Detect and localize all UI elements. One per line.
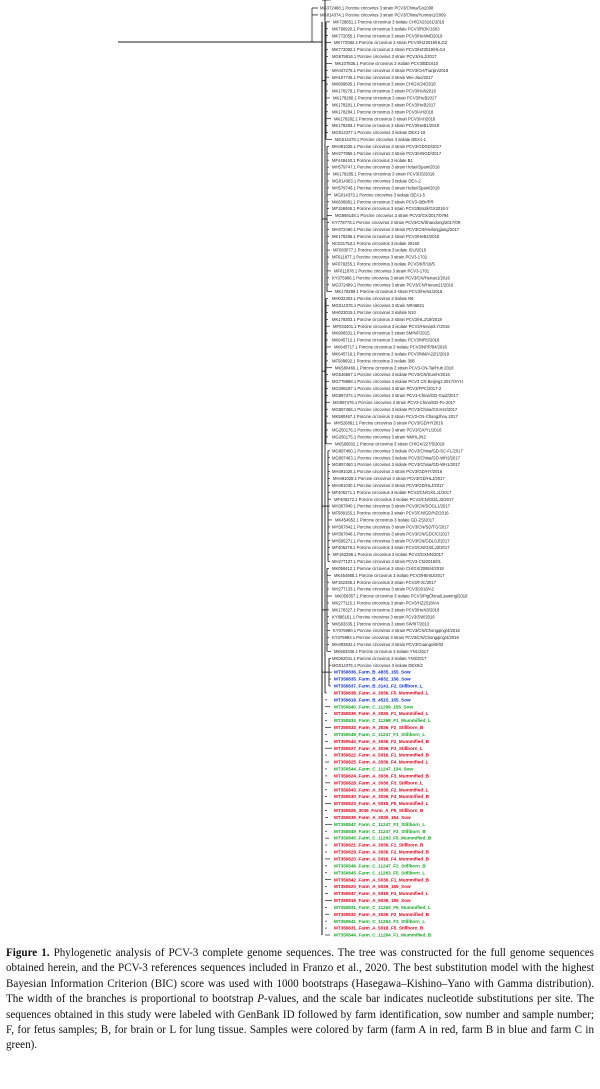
reference-sequence-label: MH367846.1 Porcine circovirus 3 strain PCV3/CN/GDC/C/2017 bbox=[332, 531, 450, 537]
reference-sequence-label: MH491030.1 Porcine circovirus 3 strain PCV3/GD/HLJ/2017 bbox=[332, 482, 444, 488]
reference-sequence-label: MK178286.1 Porcine circovirus 3 strain PCV3/HeB2/2018 bbox=[332, 233, 440, 239]
study-sequence-label: MT350836_Farm_B_4835_155_Sow bbox=[334, 669, 411, 675]
reference-sequence-label: MK772082.1 Porcine circovirus 3 strain PCV3/HZ2019/HLG4 bbox=[332, 47, 446, 53]
reference-sequence-label: MK454952.1 Porcine circovirus 3 isolate GD-ZS/2017 bbox=[335, 517, 435, 523]
caption-text-part2: -values, and the scale bar indicates nucleotide substitutions per site. The sequences obtained in this study were labeled with GenBank ID followed by farm identification, sow number and sample number; F, for fetus samples; B, for brain or L for lung tissue. Samples were colored by farm (farm A in red, farm B in blue and farm C in green). bbox=[6, 993, 595, 1052]
reference-sequence-label: MK178280.1 Porcine circovirus 3 strain PCV3/HeB2017 bbox=[333, 95, 437, 101]
study-sequence-label: MT350821_Farm_A_3036_F1_Stillborn_B bbox=[334, 842, 424, 848]
reference-sequence-label: MH526881.1 Porcine circovirus 3 strain PCV3/GD/HY2016 bbox=[334, 420, 443, 426]
study-sequence-label: MT350822_Farm_A_5016_F1_Mummified_B bbox=[334, 752, 429, 758]
study-sequence-label: MT350849_Farm_C_11247_F3_Stillborn_B bbox=[334, 828, 426, 834]
study-sequence-label: MT350824_Farm_A_3036_F3_Mummified_B bbox=[334, 773, 429, 779]
study-sequence-label: MT350847_Farm_A_5018_F4_Mummified_L bbox=[334, 891, 429, 897]
study-sequence-label: MT350548_Farm_C_11247_F1_Stillborn_L bbox=[334, 731, 426, 737]
reference-sequence-label: MG897474.1 Porcine circovirus 3 strain PCV3-China/GD-GuiZ/2017 bbox=[332, 393, 459, 399]
reference-sequence-label: MK645712.1 Porcine circovirus 3 isolate PCV3/NRS/2018 bbox=[332, 337, 440, 343]
reference-sequence-label: MH491028.1 Porcine circovirus 3 strain PCV3/GD/HLJ/2017 bbox=[333, 476, 445, 482]
study-sequence-label: MT350827_Farm_A_3036_F3_Stillborn_L bbox=[334, 745, 423, 751]
reference-sequence-label: MK772082.1 Porcine circovirus 3 strain PCV3/HZ2019/HLG2 bbox=[334, 40, 448, 46]
study-sequence-label: MT350837_Farm_B_3141_F2_Stillborn_L bbox=[334, 683, 423, 689]
reference-sequence-label: KY778776.1 Porcine circovirus 3 strain PCV3/CN/Shandong/2017/09 bbox=[332, 220, 461, 226]
study-sequence-label: MT350841_Farm_C_11263_F3_Stillborn_L bbox=[334, 918, 426, 924]
study-sequence-label: MT350847_Farm_C_11247_F3_Stillborn_L bbox=[334, 821, 426, 827]
reference-sequence-label: MG778888.1 Porcine circovirus 3 isolate PCV3 CN Beijing2 2017/SYH bbox=[332, 379, 463, 385]
study-sequence-label: MT350825_Farm_A_3036_F4_Mummified_L bbox=[334, 759, 429, 765]
reference-sequence-label: MH107746.1 Porcine circovirus 3 strain Wei-Jiao/2017 bbox=[332, 74, 433, 80]
reference-sequence-label: MF611877.1 Porcine circovirus 3 strain PCV3-1702 bbox=[332, 254, 428, 260]
tree-branches bbox=[118, 0, 332, 935]
reference-sequence-label: KY075993.1 Porcine circovirus 3 strain PCV3/CN/Chongqing/4/2016 bbox=[332, 635, 459, 641]
reference-sequence-label: MK178282.1 Porcine circovirus 3 strain PCV3/AH2018 bbox=[334, 116, 436, 122]
reference-sequence-label: MF162396.1 Porcine circovirus 3 isolate PCV3/GXNN/2017 bbox=[333, 552, 444, 558]
reference-sequence-label: MG897476.1 Porcine circovirus 3 strain PCV3-China/GD-Fo-2017 bbox=[333, 399, 456, 405]
reference-sequence-label: MG014374.1 Porcine circovirus 3 strain PCV3/China/Yunnan1/2009 bbox=[320, 12, 446, 18]
study-sequence-label: MT350842_Farm_A_5036_F1_Mummified_B bbox=[334, 877, 429, 883]
reference-sequence-label: MH277127.1 Porcine circovirus 3 strain PCV3-CN/2016/01 bbox=[332, 559, 441, 565]
reference-sequence-label: MF405272.1 Porcine circovirus 3 isolate PCV3/CN/GD/LJ2/2017 bbox=[334, 496, 454, 502]
reference-sequence-label: MK580502.1 Porcine circovirus 3 strain CH/GX/227/5/2018 bbox=[335, 441, 445, 447]
reference-sequence-label: MK645716.1 Porcine circovirus 3 isolate PCV3/NM/A22/1/2019 bbox=[332, 351, 450, 357]
study-sequence-label: MT350831_Farm_A_5018_F5_Stillborn_B bbox=[334, 925, 424, 931]
reference-sequence-label: NC031753.1 Porcine circovirus 3 isolate 29160 bbox=[332, 240, 420, 246]
reference-sequence-label: MK908331.1 Porcine circovirus 3 strain SM/NF/2015 bbox=[332, 330, 430, 336]
reference-sequence-label: MH367840.1 Porcine circovirus 3 strain PCV3/CN/SOGL1/2017 bbox=[332, 503, 451, 509]
reference-sequence-label: MG298197.1 Porcine circovirus 3 strain PCV3/FPC/2017-2 bbox=[332, 386, 442, 392]
caption-text-part1: Phylogenetic analysis of PCV-3 complete genome sequences. The tree was constructed for the full genome sequences obtained herein, and the PCV-3 references sequences included in Franzo et al., 2020. The best substitution model with the highest Bayesian Information Criterion (BIC) score was used with 1000 bootstraps (Hasegawa–Kishino–Yano with Gamma distribution). The width of the branches is proportional to bootstrap bbox=[6, 947, 594, 1006]
reference-sequence-label: MF611878.1 Porcine circovirus 3 strain PCV3-1701 bbox=[334, 268, 430, 274]
reference-sequence-label: MK772055.1 Porcine circovirus 3 strain PCV3/HeNMD2019 bbox=[332, 33, 443, 39]
reference-sequence-label: MK178285.1 Porcine circovirus 3 strain PCV3/JS/2018 bbox=[333, 171, 435, 177]
reference-sequence-label: MH491026.1 Porcine circovirus 3 strain PCV3/GD/HY/2016 bbox=[332, 469, 443, 475]
reference-sequence-label: MK178327.1 Porcine circovirus 3 strain PCV3/HeN3/2018 bbox=[332, 607, 440, 613]
reference-sequence-label: MG014373.1 Porcine circovirus 3 isolate DEA1-5 bbox=[334, 192, 426, 198]
reference-sequence-label: MH579747.1 Porcine circovirus 3 strain Hebei/Spain/2018 bbox=[332, 164, 440, 170]
reference-sequence-label: MG014377.1 Porcine circovirus 3 isolate DEX1-18 bbox=[332, 130, 426, 136]
reference-sequence-label: MF162395.1 Porcine circovirus 3 strain PCV3/FJC/2017 bbox=[332, 579, 437, 585]
reference-sequence-label: KY075986.1 Porcine circovirus 3 strain PCV3/CN/Henan1/2016 bbox=[332, 275, 450, 281]
study-sequence-label: MT350833_Farm_A_3036_F2_Stillborn_B bbox=[334, 725, 424, 731]
reference-sequence-label: MK178289.1 Porcine circovirus 3 strain PCV3/HeN1/2018 bbox=[335, 289, 443, 295]
study-sequence-label: MT350838_Farm_A_3036_F5_Mummified_L bbox=[334, 690, 429, 696]
reference-sequence-label: MG897463.1 Porcine circovirus 3 isolate PCV3/China/GD-WH2/2017 bbox=[332, 455, 461, 461]
reference-sequence-label: MK062041.1 Porcine circovirus 3 isolate YN3/2017 bbox=[332, 655, 427, 661]
reference-sequence-label: MH277133.1 Porcine circovirus 3 strain PCV3/2016/A2 bbox=[332, 586, 434, 592]
study-sequence-label: MT350546_Farm_C_11247_F2_Stillborn_B bbox=[334, 863, 426, 869]
study-sequence-label: MT350819_Farm_A_5036_155_Sow bbox=[334, 898, 411, 904]
reference-sequence-label: MK178303.1 Porcine circovirus 3 strain PCV3/HLJ/19/2018 bbox=[332, 316, 442, 322]
reference-sequence-label: MF405271.1 Porcine circovirus 3 isolate PCV3/CN/GX/LJ1/2017 bbox=[332, 489, 452, 495]
reference-sequence-label: KY896161.1 Porcine circovirus 3 strain PCV3/SW/2016 bbox=[332, 614, 435, 620]
reference-sequence-label: MK645717.1 Porcine circovirus 3 isolate PCV3/NPP/64/2018 bbox=[334, 344, 447, 350]
reference-sequence-label: MK809605.1 Porcine circovirus 3 strain CH/GX/24/2018 bbox=[332, 81, 436, 87]
study-sequence-label: MT350828_Farm_A_3036_F3_Stillborn_L bbox=[334, 780, 423, 786]
study-sequence-label: MT350839_Farm_A_3036_F1_Mummified_L bbox=[334, 711, 429, 717]
reference-sequence-label: MH493832.1 Porcine circovirus 3 strain PCV3/Guangxi/8/02 bbox=[332, 642, 444, 648]
reference-sequence-label: MK608981.1 Porcine circovirus 3 strain PCV3-StBr/PR bbox=[332, 199, 434, 205]
reference-sequence-label: MK277115.1 Porcine circovirus 3 strain PCV3/HZ2018/A4 bbox=[332, 600, 439, 606]
reference-sequence-label: MK580466.1 Porcine circovirus 3 strain PCV3-CN-Tai/Hub 2018 bbox=[335, 365, 454, 371]
reference-sequence-label: MH277856.1 Porcine circovirus 3 strain PCV3/HNGD/2017 bbox=[332, 150, 442, 156]
study-sequence-label: MT350820_Farm_A_5036_155_Sow bbox=[334, 884, 411, 890]
reference-sequence-label: MG372488.1 Porcine circovirus 3 strain PCV3/China/Gx2008 bbox=[320, 5, 434, 11]
study-sequence-label: MT350835_Farm_B_4832_156_Sow bbox=[334, 676, 411, 682]
reference-sequence-label: MK454955.1 Porcine circovirus 3 isolate PCV3/HB-BJ/2017 bbox=[334, 572, 445, 578]
study-sequence-label: MT350831_Farm_C_11263_F5_Mummified_L bbox=[334, 904, 431, 910]
reference-sequence-label: MH579746.1 Porcine circovirus 3 strain Hebei/Spain/2018 bbox=[332, 185, 440, 191]
study-sequence-label: MT350830_Farm_A_3036_F4_Mummified_B bbox=[334, 794, 429, 800]
study-sequence-label: MT350844_Farm_C_11264_F1_Mummified_B bbox=[334, 932, 432, 938]
reference-sequence-label: MK796920.1 Porcine circovirus 3 isolate PCV3/ROK/1603 bbox=[332, 26, 440, 32]
study-sequence-label: MT350818_Farm_B_4515_155_Sow bbox=[334, 697, 411, 703]
study-sequence-label: MT350829_Farm_A_3036_F2_Mummified_B bbox=[334, 849, 429, 855]
reference-sequence-label: MK583336.1 Porcine circovirus 3 isolate YN1/2017 bbox=[334, 648, 429, 654]
study-sequence-label: MT350544_Farm_C_11247_134_Sow bbox=[334, 766, 413, 772]
reference-sequence-label: MG897460.1 Porcine circovirus 3 isolate PCV3/China/GD-SC-FL/2017 bbox=[332, 448, 463, 454]
reference-sequence-label: MG014378.1 Porcine circovirus 3 isolate DEX1-1 bbox=[335, 137, 427, 143]
reference-sequence-label: MK583335.1 Porcine circovirus 3 strain SW/87/2013 bbox=[332, 621, 430, 627]
reference-sequence-label: MG014376.1 Porcine circovirus 3 strain NR46821 bbox=[332, 303, 425, 309]
caption-italic-p: P bbox=[257, 993, 265, 1006]
figure-label: Figure 1. bbox=[6, 947, 50, 959]
study-sequence-label: MT350840_Farm_C_11299_155_Sow bbox=[334, 704, 413, 710]
reference-sequence-label: MF083077.1 Porcine circovirus 3 isolate ISU/2016 bbox=[333, 247, 427, 253]
reference-sequence-label: MK058357.1 Porcine circovirus 3 isolate PCV3/PigChina/Liaoning/2018 bbox=[335, 593, 468, 599]
study-sequence-label: MT350826_3036_Farm_A_F5_Stillborn_B bbox=[334, 808, 424, 814]
reference-sequence-label: MK178281.1 Porcine circovirus 3 strain PCV3/HeB2017 bbox=[332, 102, 436, 108]
reference-sequence-label: MF033401.1 Porcine circovirus 3 isolate PCV3/Henan/LY/2016 bbox=[333, 323, 450, 329]
study-sequence-label: MT350845_Farm_C_11263_F5_Stillborn_L bbox=[334, 870, 426, 876]
reference-sequence-label: MK058412.1 Porcine circovirus 3 strain CH/GX/2065/4/2018 bbox=[332, 565, 444, 571]
reference-sequence-label: MH367842.1 Porcine circovirus 3 strain PCV3/CN/SD/TG/2017 bbox=[332, 524, 449, 530]
reference-sequence-label: MH023015.1 Porcine circovirus 3 isolate N10 bbox=[332, 309, 416, 315]
reference-sequence-label: MF405276.1 Porcine circovirus 3 strain PCV3/CN/GX/LJ3/2017 bbox=[332, 545, 450, 551]
reference-sequence-label: MK580467.1 Porcine circovirus 3 strain PCV3-CN-Changzhou 2017 bbox=[332, 413, 458, 419]
reference-sequence-label: MF589155.1 Porcine circovirus 3 strain PCV3/CN/GD/HZ/2016 bbox=[332, 510, 449, 516]
reference-sequence-label: MG250175.1 Porcine circovirus 3 strain NMHLJN2 bbox=[332, 434, 426, 440]
study-sequence-label: MT350544_Farm_A_3036_F2_Mummified_B bbox=[334, 738, 429, 744]
study-sequence-label: MT350845_Farm_C_11263_F5_Mummified_B bbox=[334, 835, 432, 841]
reference-sequence-label: MF079255.1 Porcine circovirus 3 isolate PCV3/KR/16/5 bbox=[332, 261, 435, 267]
study-sequence-label: MT350843_Farm_A_3036_F2_Mummified_L bbox=[334, 787, 429, 793]
reference-sequence-label: MG014375.1 Porcine circovirus 3 isolate DEX5/2 bbox=[332, 662, 423, 668]
figure-caption bbox=[6, 946, 594, 1054]
reference-sequence-label: MF589692.1 Porcine circovirus 3 isolate 308 bbox=[332, 358, 415, 364]
reference-sequence-label: MK728851.1 Porcine circovirus 3 isolate CH/GX20161/2016 bbox=[333, 19, 445, 25]
reference-sequence-label: MG679916.1 Porcine circovirus 3 strain PCV3/HLJ/2017 bbox=[332, 54, 437, 60]
tree-leaf-labels bbox=[320, 6, 468, 938]
reference-sequence-label: MF448440.1 Porcine circovirus 3 isolate B1 bbox=[332, 157, 413, 163]
reference-sequence-label: MK178284.1 Porcine circovirus 3 strain PCV3/AH2018 bbox=[332, 109, 434, 115]
reference-sequence-label: MH447275.1 Porcine circovirus 3 strain PCV3/CH/Tianjin/2018 bbox=[332, 67, 449, 73]
reference-sequence-label: MG897466.1 Porcine circovirus 3 isolate PCV3/China/GXAH2/2017 bbox=[332, 406, 458, 412]
reference-sequence-label: MK178279.1 Porcine circovirus 3 strain PCV3/HuN2018 bbox=[332, 88, 436, 94]
reference-sequence-label: MH491025.1 Porcine circovirus 3 strain PCV3/GDGD/2017 bbox=[332, 143, 442, 149]
reference-sequence-label: KY075990.1 Porcine circovirus 3 strain PCV3/CN/Chongqing/4/2016 bbox=[333, 628, 460, 634]
reference-sequence-label: MF158465.1 Porcine circovirus 3 strain PCV3/Brazil/GX2016-2 bbox=[332, 206, 449, 212]
study-sequence-label: MT350834_Farm_C_11268_F1_Mummified_L bbox=[334, 718, 431, 724]
study-sequence-label: MT350823_Farm_A_5018_F5_Mummified_L bbox=[334, 801, 429, 807]
study-sequence-label: MT350820_Farm_A_5018_F4_Mummified_B bbox=[334, 856, 429, 862]
reference-sequence-label: MK178283.1 Porcine circovirus 3 strain PCV3/HeB1/2018 bbox=[332, 123, 440, 129]
reference-sequence-label: MG869148.1 Porcine circovirus 3 strain PCV3/GX/2017/0794 bbox=[335, 213, 449, 219]
reference-sequence-label: MH565271.1 Porcine circovirus 3 strain PCV3/CN/GDLSJ/2017 bbox=[332, 538, 450, 544]
study-sequence-label: MT350832_Farm_A_3036_F2_Mummified_B bbox=[334, 911, 429, 917]
reference-sequence-label: MH032303.1 Porcine circovirus 3 isolate N6 bbox=[332, 296, 414, 302]
reference-sequence-label: MK107835.1 Porcine circovirus 3 isolate PCV3/BD1610 bbox=[335, 60, 439, 66]
reference-sequence-label: MG250176.1 Porcine circovirus 3 strain PCV3/GX/YL/2016 bbox=[332, 427, 442, 433]
reference-sequence-label: MG546667.1 Porcine circovirus 3 isolate PCV3/CN/Sun/H/2016 bbox=[332, 372, 450, 378]
reference-sequence-label: MG014363.1 Porcine circovirus 3 isolate DEA-2 bbox=[332, 178, 421, 184]
study-sequence-label: MT350839_Farm_A_3036_154_Sow bbox=[334, 814, 411, 820]
reference-sequence-label: MG897460.1 Porcine circovirus 3 isolate PCV3/China/GD-WH1/2017 bbox=[332, 462, 461, 468]
reference-sequence-label: MG372489.1 Porcine circovirus 3 strain PCV3/CN/Henan21/2016 bbox=[332, 282, 454, 288]
reference-sequence-label: MH372460.1 Porcine circovirus 3 strain PCV3/CN/Heilongjiang/2017 bbox=[332, 226, 460, 232]
